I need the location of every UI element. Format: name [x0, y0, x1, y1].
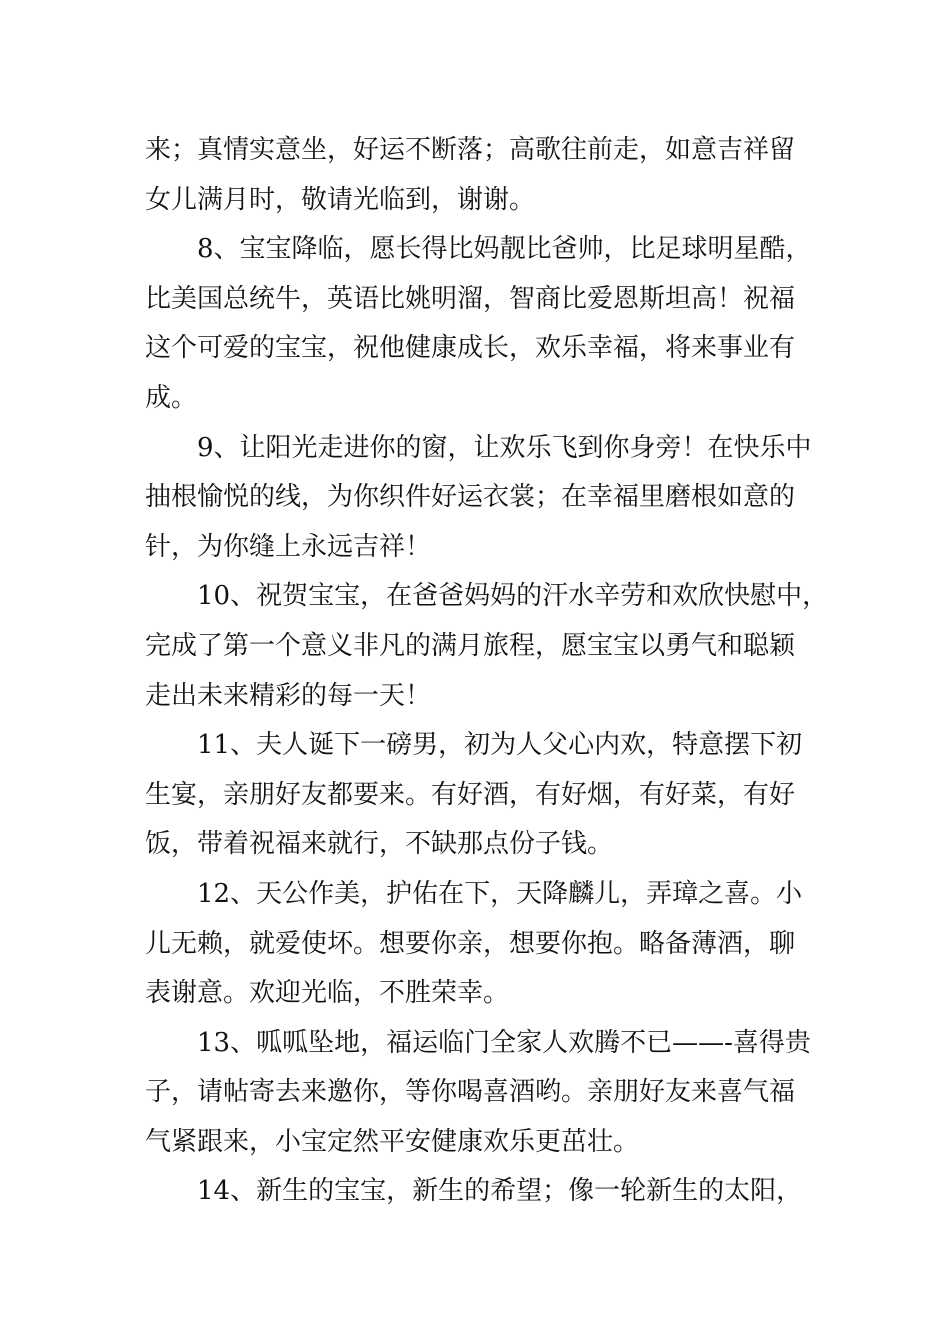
text-line: 10、祝贺宝宝，在爸爸妈妈的汗水辛劳和欢欣快慰中， — [197, 581, 829, 612]
paragraph-10 — [145, 572, 829, 721]
document-body — [145, 126, 829, 1217]
paragraph-7-continued — [145, 126, 825, 225]
paragraph-9 — [145, 424, 825, 573]
paragraph-14 — [145, 1167, 825, 1217]
paragraph-8 — [145, 225, 825, 423]
text-line: 表谢意。欢迎光临，不胜荣幸。 — [145, 978, 510, 1009]
text-line: 成。 — [145, 382, 198, 413]
text-line: 完成了第一个意义非凡的满月旅程，愿宝宝以勇气和聪颖 — [145, 630, 796, 661]
paragraph-12 — [145, 870, 825, 1019]
text-line: 生宴，亲朋好友都要来。有好酒，有好烟，有好菜，有好 — [145, 779, 796, 810]
text-line: 抽根愉悦的线，为你织件好运衣裳；在幸福里磨根如意的 — [145, 482, 796, 513]
text-line: 12、天公作美，护佑在下，天降麟儿，弄璋之喜。小 — [197, 878, 803, 909]
text-line: 饭，带着祝福来就行，不缺那点份子钱。 — [145, 829, 614, 860]
text-line: 针，为你缝上永远吉祥！ — [145, 531, 432, 562]
text-line: 儿无赖，就爱使坏。想要你亲，想要你抱。略备薄酒，聊 — [145, 928, 796, 959]
text-line: 13、呱呱坠地，福运临门全家人欢腾不已——-喜得贵 — [197, 1027, 811, 1058]
text-line: 来；真情实意坐，好运不断落；高歌往前走，如意吉祥留 — [145, 135, 796, 165]
text-line: 8、宝宝降临，愿长得比妈靓比爸帅，比足球明星酷， — [197, 234, 812, 265]
text-line: 9、让阳光走进你的窗，让欢乐飞到你身旁！在快乐中 — [197, 432, 812, 463]
text-line: 走出未来精彩的每一天！ — [145, 680, 432, 711]
text-line: 比美国总统牛，英语比姚明溜，智商比爱恩斯坦高！祝福 — [145, 283, 796, 314]
text-line: 气紧跟来，小宝定然平安健康欢乐更茁壮。 — [145, 1126, 640, 1157]
text-line: 子，请帖寄去来邀你，等你喝喜酒哟。亲朋好友来喜气福 — [145, 1077, 796, 1108]
paragraph-13 — [145, 1019, 825, 1168]
text-line: 14、新生的宝宝，新生的希望；像一轮新生的太阳， — [197, 1176, 803, 1207]
paragraph-11 — [145, 721, 825, 870]
text-line: 这个可爱的宝宝，祝他健康成长，欢乐幸福，将来事业有 — [145, 333, 796, 364]
text-line: 11、夫人诞下一磅男，初为人父心内欢，特意摆下初 — [197, 730, 803, 761]
text-line: 女儿满月时，敬请光临到，谢谢。 — [145, 184, 536, 215]
